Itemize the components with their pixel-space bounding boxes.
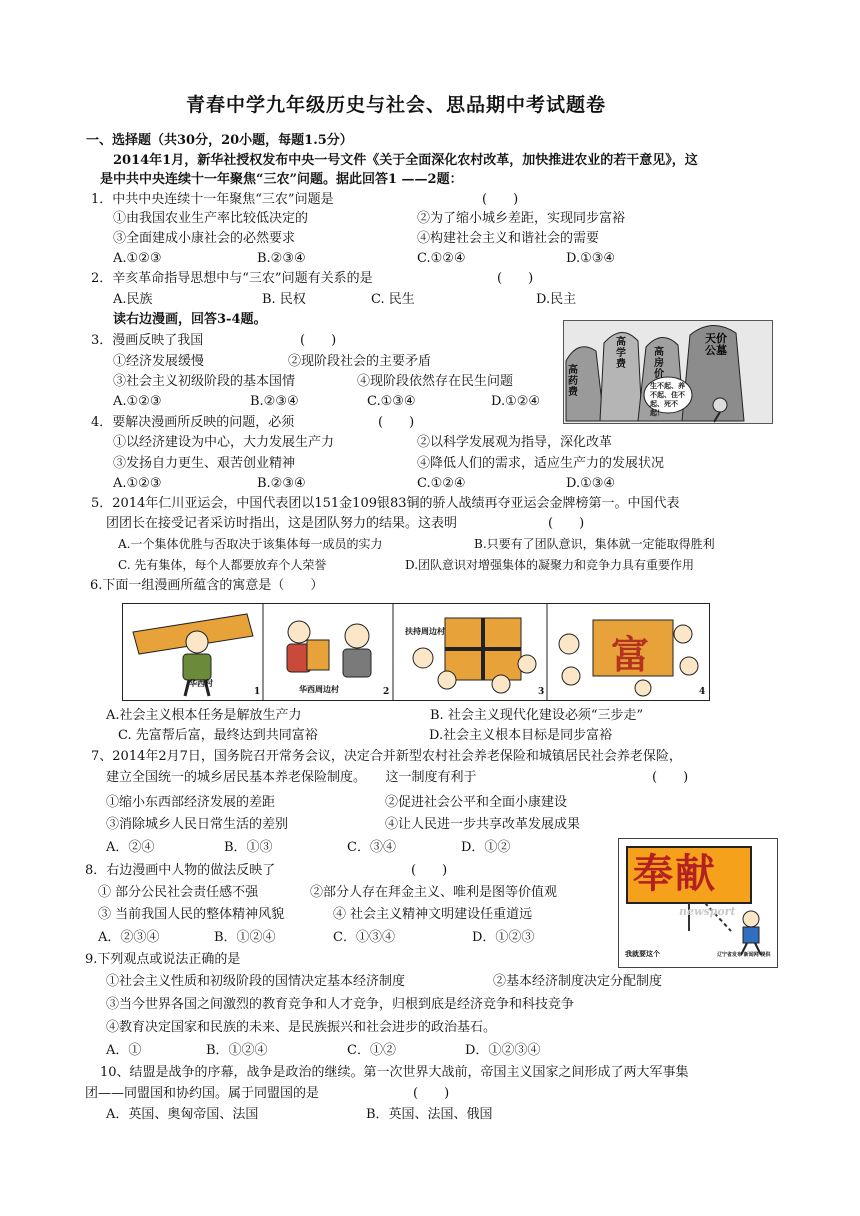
q1-choice-c: C.①②④ [417,251,466,266]
q4-option-3: ③发扬自力更生、艰苦创业精神 [113,456,296,471]
q2-choice-d: D.民主 [536,292,577,307]
q4-choice-b: B.②③④ [257,476,306,491]
comic-watermark: newsport [679,905,736,918]
comic-dedication-image [618,838,778,968]
intro-line-1: 2014年1月，新华社授权发布中央一号文件《关于全面深化农村改革，加快推进农业的若干意见》，这 [113,153,698,168]
q5-line-1: 5．2014年仁川亚运会，中国代表团以151金109银83铜的骄人战绩再夺亚运会金牌榜第一。中国代表 [91,496,680,511]
q7-option-3: ③消除城乡人民日常生活的差别 [106,817,289,832]
q8-choice-a: A．②③④ [98,930,160,945]
comic-label-medicine: 高药费 [568,365,578,398]
q10-line-1: 10、结盟是战争的序幕，战争是政治的继续。第一次世界大战前，帝国主义国家之间形成了两大军事集 [100,1065,689,1080]
q4-choice-d: D.①③④ [566,476,616,491]
q1-choice-b: B.②③④ [257,251,306,266]
q7-choice-c: C．③④ [347,840,396,855]
comic-livelihood-image [563,320,773,424]
panel-number-3: 3 [538,687,545,697]
panel-number-2: 2 [383,687,390,697]
q3-option-4: ④现阶段依然存在民生问题 [357,374,514,389]
q3-choice-d: D.①②④ [491,394,541,409]
q9-option-3: ③当今世界各国之间激烈的教育竞争和人才竞争，归根到底是经济竞争和科技竞争 [106,997,575,1012]
q9-choice-c: C．①② [347,1043,396,1058]
q8-option-2: ②部分人存在拜金主义、唯利是图等价值观 [310,885,558,900]
q8-answer-paren: ( ) [411,863,448,878]
q3-answer-paren: ( ) [300,333,337,348]
q3-option-1: ①经济发展缓慢 [113,354,205,369]
q8-option-4: ④ 社会主义精神文明建设任重道远 [333,907,533,922]
q6-stem: 6.下面一组漫画所蕴含的寓意是（ ） [90,578,324,593]
q9-choice-a: A．① [106,1043,142,1058]
q3-choice-b: B.②③④ [250,394,299,409]
q3-stem: 3．漫画反映了我国 [91,333,204,348]
q7-choice-a: A．②④ [106,840,155,855]
panel-number-4: 4 [699,687,706,697]
q10-answer-paren: ( ) [413,1086,450,1101]
q4-answer-paren: ( ) [378,415,415,430]
q10-choice-a: A．英国、奥匈帝国、法国 [106,1107,259,1122]
comic-sign-text: 奉献 [633,850,717,897]
q5-choice-d: D.团队意识对增强集体的凝聚力和竞争力具有重要作用 [405,558,695,572]
q5-choice-b: B.只要有了团队意识，集体就一定能取得胜利 [474,537,715,551]
q4-choice-a: A.①②③ [113,476,162,491]
q7-line-1: 7、2014年2月7日，国务院召开常务会议，决定合并新型农村社会养老保险和城镇居民社会养老保险， [91,749,682,764]
q3-option-3: ③社会主义初级阶段的基本国情 [113,374,296,389]
q5-choice-c: C. 先有集体，每个人都要放弃个人荣誉 [118,558,327,572]
read-comic-instruction: 读右边漫画，回答3-4题。 [113,312,267,327]
comic-caption-huaxi: 华西村 [189,678,213,688]
q5-answer-paren: ( ) [548,516,585,531]
q1-option-3: ③全面建成小康社会的必然要求 [113,231,296,246]
comic-label-housing: 高房价 [654,347,664,380]
q9-option-1: ①社会主义性质和初级阶段的国情决定基本经济制度 [106,974,406,989]
q2-answer-paren: ( ) [497,271,534,286]
comic-strip-image [122,603,710,701]
q9-option-4: ④教育决定国家和民族的未来、是民族振兴和社会进步的政治基石。 [106,1020,497,1035]
q8-option-3: ③ 当前我国人民的整体精神风貌 [98,907,285,922]
q10-line-2: 团——同盟国和协约国。属于同盟国的是 [85,1086,320,1101]
page-title: 青春中学九年级历史与社会、思品期中考试题卷 [186,94,607,116]
comic-rich-character: 富 [611,632,650,677]
q7-option-4: ④让人民进一步共享改革发展成果 [385,817,581,832]
q9-choice-b: B．①②④ [206,1043,268,1058]
q4-option-4: ④降低人们的需求，适应生产力的发展状况 [417,456,665,471]
q3-choice-c: C.①③④ [367,394,416,409]
q1-stem: 1．中共中央连续十一年聚焦“三农”问题是 [91,192,334,207]
q7-choice-d: D．①② [461,840,511,855]
q7-option-1: ①缩小东西部经济发展的差距 [106,795,276,810]
q8-stem: 8．右边漫画中人物的做法反映了 [85,863,276,878]
intro-line-2: 是中共中央连续十一年聚焦“三农”问题。据此回答1 ——2题： [100,172,463,187]
q4-choice-c: C.①②④ [417,476,466,491]
panel-number-1: 1 [254,687,261,697]
q9-stem: 9.下列观点或说法正确的是 [85,952,241,967]
q1-option-1: ①由我国农业生产率比较低决定的 [113,211,309,226]
q7-option-2: ②促进社会公平和全面小康建设 [385,795,568,810]
q6-choice-d: D.社会主义根本目标是同步富裕 [429,728,613,743]
q3-option-2: ②现阶段社会的主要矛盾 [288,354,432,369]
q6-choice-b: B. 社会主义现代化建设必须“三步走” [430,708,644,723]
q8-option-1: ① 部分公民社会责任感不强 [98,885,259,900]
q2-choice-c: C. 民生 [371,292,415,307]
q1-answer-paren: ( ) [482,192,519,207]
q1-option-4: ④构建社会主义和谐社会的需要 [417,231,600,246]
comic-speech-bubble: 生不起、养不起、住不起、死不起！ [650,381,685,417]
q8-choice-c: C．①③④ [333,930,395,945]
q8-choice-b: B．①②④ [214,930,276,945]
q7-choice-b: B．①③ [224,840,273,855]
q4-option-1: ①以经济建设为中心，大力发展生产力 [113,435,335,450]
q9-choice-d: D．①②③④ [465,1043,541,1058]
comic-label-tuition: 高学费 [616,337,626,370]
q1-option-2: ②为了缩小城乡差距，实现同步富裕 [417,211,626,226]
section-heading: 一、选择题（共30分，20小题，每题1.5分） [86,133,353,148]
q1-choice-a: A.①②③ [113,251,162,266]
q3-choice-a: A.①②③ [113,394,162,409]
q9-option-2: ②基本经济制度决定分配制度 [493,974,663,989]
q4-stem: 4．要解决漫画所反映的问题，必须 [91,415,295,430]
q4-option-2: ②以科学发展观为指导，深化改革 [417,435,613,450]
q6-choice-a: A.社会主义根本任务是解放生产力 [106,708,302,723]
comic-label-cemetery: 天价公墓 [705,332,727,357]
comic-caption-nearby: 华西周边村 [299,684,339,694]
comic-caption-left: 我就要这个 [625,949,660,958]
q10-choice-b: B．英国、法国、俄国 [366,1107,493,1122]
comic-caption-support: 扶持周边村 [405,626,445,636]
q5-choice-a: A.一个集体优胜与否取决于该集体每一成员的实力 [118,537,383,551]
q7-line-2: 建立全国统一的城乡居民基本养老保险制度。 这一制度有利于 [106,770,477,785]
q5-line-2: 团团长在接受记者采访时指出，这是团队努力的结果。这表明 [106,516,458,531]
q2-choice-b: B. 民权 [262,292,306,307]
q2-choice-a: A.民族 [113,292,153,307]
q6-choice-c: C. 先富帮后富，最终达到共同富裕 [118,728,318,743]
comic-caption-right: 辽宁省发布 新闻网 提供 [717,952,771,958]
q2-stem: 2．辛亥革命指导思想中与“三农”问题有关系的是 [91,271,373,286]
q8-choice-d: D．①②③ [472,930,535,945]
q7-answer-paren: ( ) [652,770,689,785]
q1-choice-d: D.①③④ [566,251,616,266]
